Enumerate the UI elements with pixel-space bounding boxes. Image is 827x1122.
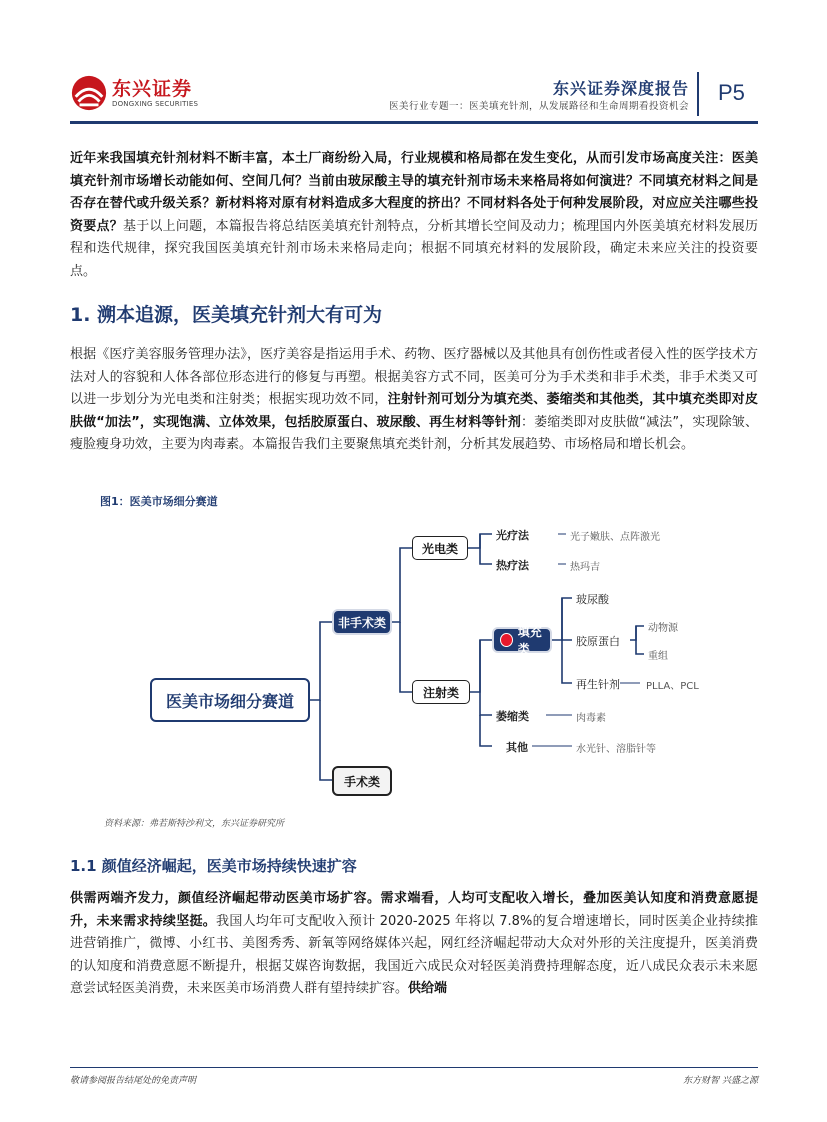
footer-slogan: 东方财智 兴盛之源 xyxy=(683,1076,758,1086)
label-regenerative: 再生针剂 xyxy=(576,678,620,691)
header-divider xyxy=(697,72,699,116)
footer-disclaimer: 敬请参阅报告结尾处的免责声明 xyxy=(70,1076,197,1086)
node-filler-label: 填充类 xyxy=(517,625,542,656)
label-light-therapy: 光疗法 xyxy=(496,529,529,542)
label-atrophy-items: 肉毒素 xyxy=(576,713,606,724)
section-1-1-tail-bold: 供给端 xyxy=(408,981,448,996)
label-light-therapy-items: 光子嫩肤、点阵激光 xyxy=(570,532,660,543)
report-subtitle: 医美行业专题一：医美填充针剂，从发展路径和生命周期看投资机会 xyxy=(388,101,689,112)
label-heat-therapy: 热疗法 xyxy=(496,559,529,572)
node-nonsurgical: 非手术类 xyxy=(332,609,392,635)
label-other-items: 水光针、溶脂针等 xyxy=(576,744,656,755)
label-collagen: 胶原蛋白 xyxy=(576,635,620,648)
section-1-heading: 1. 溯本追源，医美填充针剂大有可为 xyxy=(70,304,383,326)
section-1-text: 根据《医疗美容服务管理办法》，医疗美容是指运用手术、药物、医疗器械以及其他具有创伤性或者侵入性的医学技术方法对人的容貌和人体各部位形态进行的修复与再塑。根据美容方式不同，医美可分为手术类和非手术类，非手术类又可以进一步划分为光电类和注射类；根据实现功效不同， xyxy=(70,347,758,407)
label-other: 其他 xyxy=(506,741,528,754)
node-injection: 注射类 xyxy=(412,680,470,704)
node-filler xyxy=(492,625,552,656)
market-segment-diagram xyxy=(100,510,800,810)
page-number: P5 xyxy=(718,80,745,105)
label-heat-therapy-items: 热玛吉 xyxy=(570,562,600,573)
company-logo xyxy=(70,74,198,112)
section-1-tail-text: ：萎缩类即对皮肤做“减法”，实现除皱、瘦脸瘦身功效，主要为肉毒素。本篇报告我们主要聚焦填充类针剂，分析其发展趋势、市场格局和增长机会。 xyxy=(70,414,758,452)
figure-source: 资料来源：弗若斯特沙利文，东兴证券研究所 xyxy=(104,819,285,829)
label-collagen-animal: 动物源 xyxy=(648,623,678,634)
logo-chinese-name: 东兴证券 xyxy=(112,77,193,100)
section-1-1-text: 我国人均年可支配收入预计 2020-2025 年将以 7.8%的复合增速增长，同时医美企业持续推进营销推广，微博、小红书、美图秀秀、新氧等网络媒体兴起，网红经济崛起带动大众对外形的关注度提升，医美消费的认知度和消费意愿不断提升，根据艾媒咨询数据，我国近六成民众对轻医美消费持理解态度，近八成民众表示未来愿意尝试轻医美消费，未来医美市场消费人群有望持续扩容。 xyxy=(70,913,758,996)
node-photoelectric: 光电类 xyxy=(412,536,468,560)
section-1-1-bold-text: 供需两端齐发力，颜值经济崛起带动医美市场扩容。需求端看，人均可支配收入增长，叠加医美认知度和消费意愿提升，未来需求持续坚挺。 xyxy=(70,891,758,929)
section-1-paragraph xyxy=(70,344,758,457)
logo-english-name: DONGXING SECURITIES xyxy=(112,99,199,108)
intro-normal-text: 基于以上问题，本篇报告将总结医美填充针剂特点，分析其增长空间及动力；梳理国内外医美填充材料发展历程和迭代规律，探究我国医美填充针剂市场未来格局走向；根据不同填充材料的发展阶段，确定未来应关注的投资要点。 xyxy=(70,218,758,279)
dongxing-logo-icon xyxy=(70,74,108,112)
section-1-1-heading: 1.1 颜值经济崛起，医美市场持续快速扩容 xyxy=(70,857,357,875)
intro-bold-text: 近年来我国填充针剂材料不断丰富，本土厂商纷纷入局，行业规模和格局都在发生变化，从而引发市场高度关注：医美填充针剂市场增长动能如何、空间几何？当前由玻尿酸主导的填充针剂市场未来格局将如何演进？不同填充材料之间是否存在替代或升级关系？新材料将对原有材料造成多大程度的挤出？不同材料各处于何种发展阶段，对应应关注哪些投资要点？ xyxy=(70,151,758,234)
root-node-medical-aesthetics: 医美市场细分赛道 xyxy=(150,678,310,722)
section-1-bold-text: 注射针剂可划分为填充类、萎缩类和其他类，其中填充类即对皮肤做“加法”，实现饱满、立体效果，包括胶原蛋白、玻尿酸、再生材料等针剂 xyxy=(70,392,758,430)
section-1-1-paragraph xyxy=(70,888,758,1001)
footer-rule xyxy=(70,1067,758,1068)
report-title: 东兴证券深度报告 xyxy=(552,79,689,98)
label-atrophy: 萎缩类 xyxy=(496,710,529,723)
intro-paragraph xyxy=(70,148,758,283)
label-collagen-recombinant: 重组 xyxy=(648,651,668,662)
label-hyaluronic-acid: 玻尿酸 xyxy=(576,593,609,606)
header-rule xyxy=(70,121,758,124)
label-regenerative-items: PLLA、PCL xyxy=(646,681,699,692)
figure-title: 图1：医美市场细分赛道 xyxy=(100,495,218,508)
highlight-dot-icon xyxy=(500,633,513,647)
node-surgical: 手术类 xyxy=(332,766,392,796)
